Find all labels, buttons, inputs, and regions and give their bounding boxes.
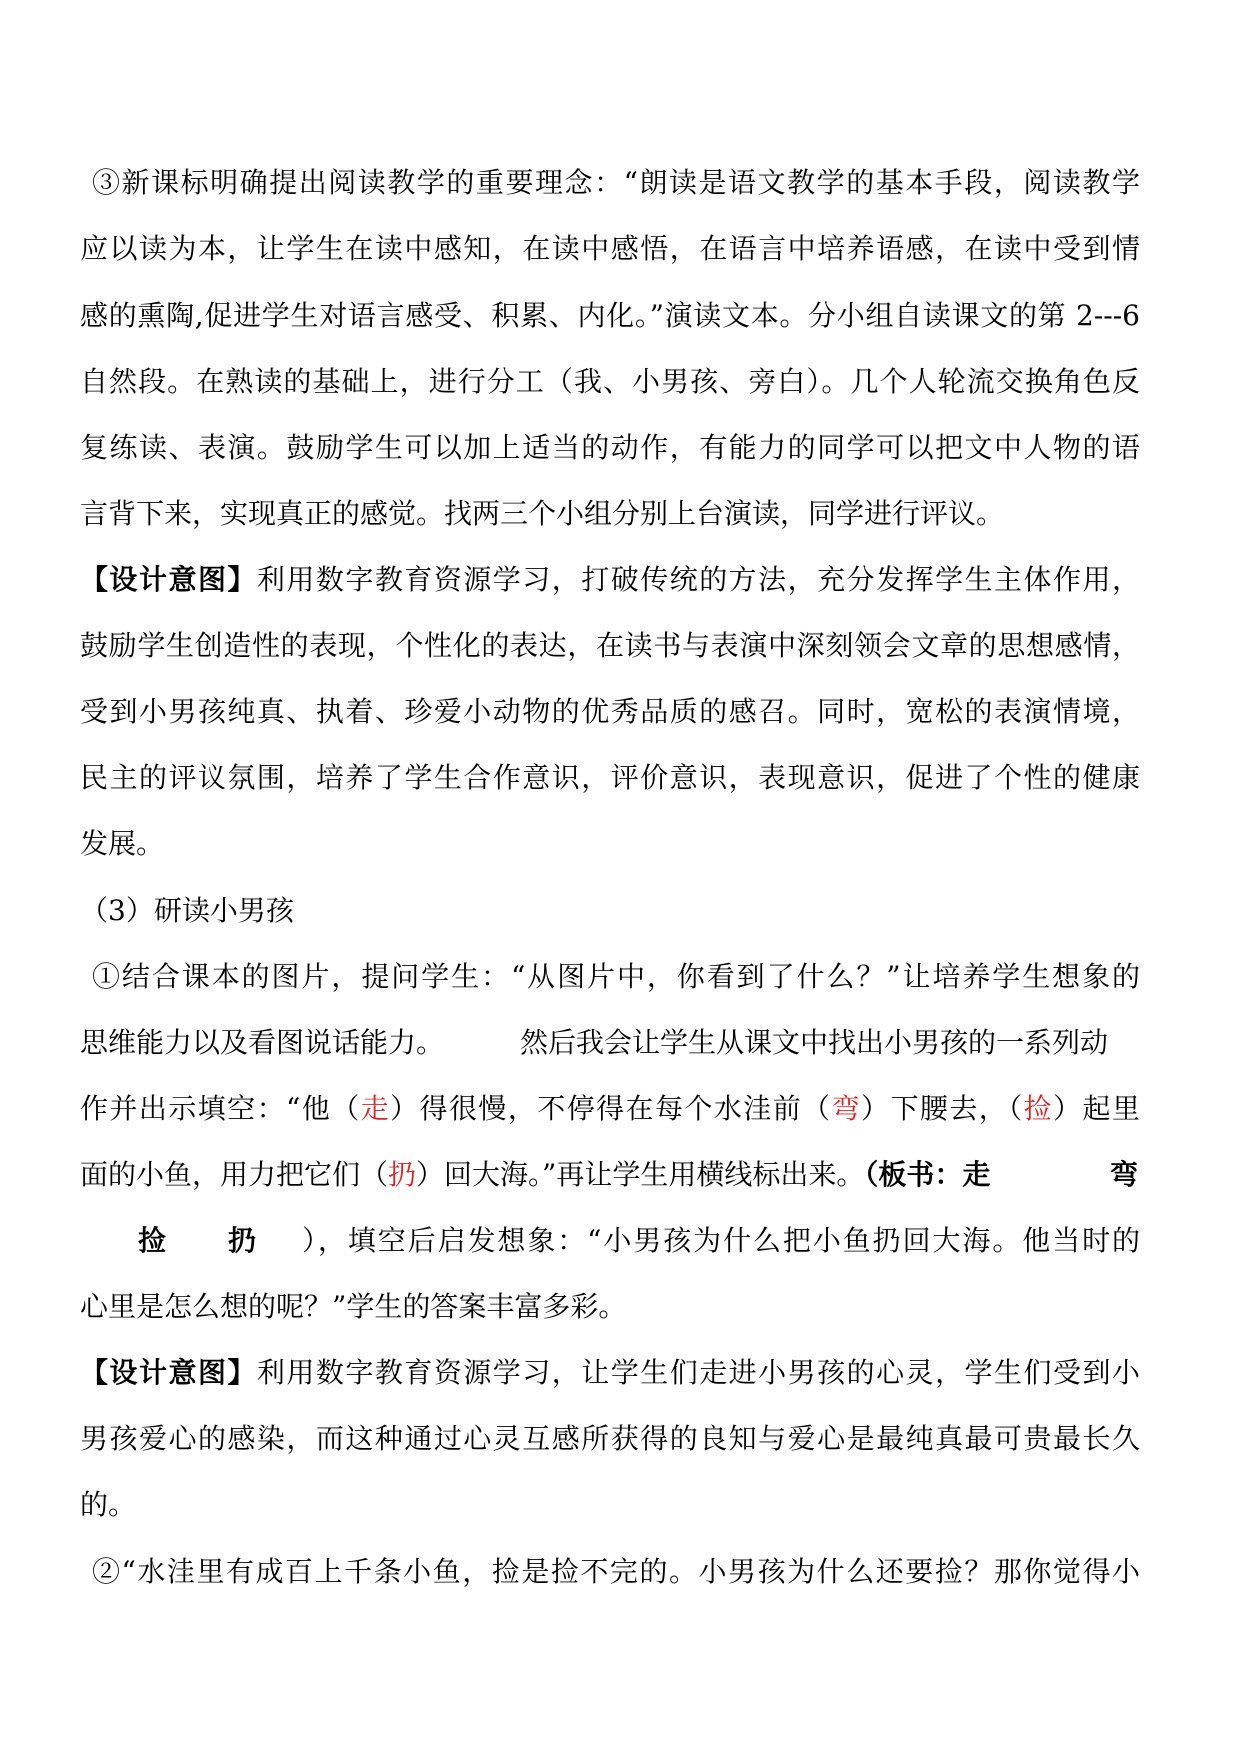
para2-line3: 受到小男孩纯真、执着、珍爱小动物的优秀品质的感召。同时，宽松的表演情境， — [80, 695, 1140, 728]
para3-line2 — [80, 1023, 1140, 1063]
text: ③新课标明确提出阅读教学的重要理念：“朗读是语文教学的基本手段，阅读教学 — [92, 166, 1140, 199]
text: ）回大海。”再让学生用横线标出来。 — [416, 1158, 865, 1191]
blank-word-bend: 弯 — [831, 1092, 862, 1125]
text: ②“水洼里有成百上千条小鱼，捡是捡不完的。小男孩为什么还要捡？那你觉得小 — [92, 1555, 1140, 1588]
para3-line1 — [80, 957, 1140, 997]
text: 思维能力以及看图说话能力。 — [80, 1026, 445, 1059]
para1-line2: 应以读为本，让学生在读中感知，在读中感悟，在语言中培养语感，在读中受到情 — [80, 232, 1140, 265]
section-heading: （3）研读小男孩 — [80, 894, 294, 927]
para4-line1 — [80, 1353, 1140, 1393]
text: ）得很慢，不停得在每个水洼前（ — [390, 1092, 832, 1125]
para3-line6: 心里是怎么想的呢？”学生的答案丰富多彩。 — [80, 1290, 627, 1323]
para3-line4 — [80, 1155, 1140, 1195]
text: 作并出示填空：“他（ — [80, 1092, 361, 1125]
text: 面的小鱼，用力把它们（ — [80, 1158, 389, 1191]
board-word: 捡 — [138, 1224, 167, 1257]
para3-line3 — [80, 1089, 1140, 1129]
para4-line3: 的。 — [80, 1488, 137, 1521]
text: 然后我会让学生从课文中找出小男孩的一系列动 — [520, 1026, 1109, 1059]
text: 利用数字教育资源学习，打破传统的方法，充分发挥学生主体作用， — [256, 563, 1140, 596]
para3-line5 — [80, 1221, 1140, 1261]
para2-line1 — [80, 560, 1140, 600]
para1-line1 — [80, 163, 1140, 203]
blank-word-throw: 扔 — [388, 1158, 417, 1191]
text: ）起里 — [1053, 1092, 1140, 1125]
para2-line4: 民主的评议氛围，培养了学生合作意识，评价意识，表现意识，促进了个性的健康 — [80, 761, 1140, 794]
para4-line2: 男孩爱心的感染，而这种通过心灵互感所获得的良知与爱心是最纯真最可贵最长久 — [80, 1422, 1140, 1455]
para1-line4: 自然段。在熟读的基础上，进行分工（我、小男孩、旁白）。几个人轮流交换角色反 — [80, 365, 1140, 398]
design-intent-tag: 【设计意图】 — [80, 1356, 257, 1389]
board-word: 扔 — [228, 1224, 257, 1257]
para5-line1 — [80, 1552, 1140, 1592]
design-intent-tag: 【设计意图】 — [80, 563, 257, 596]
para2-line2: 鼓励学生创造性的表现，个性化的表达，在读书与表演中深刻领会文章的思想感情， — [80, 629, 1140, 662]
para1-line5: 复练读、表演。鼓励学生可以加上适当的动作，有能力的同学可以把文中人物的语 — [80, 431, 1140, 464]
text: ①结合课本的图片，提问学生：“从图片中，你看到了什么？”让培养学生想象的 — [92, 960, 1140, 993]
board-word: 弯 — [1110, 1158, 1139, 1191]
para2-line5: 发展。 — [80, 827, 165, 860]
blank-word-pick: 捡 — [1023, 1092, 1054, 1125]
blank-word-walk: 走 — [360, 1092, 391, 1125]
text: 利用数字教育资源学习，让学生们走进小男孩的心灵，学生们受到小 — [256, 1356, 1140, 1389]
text: ）下腰去，（ — [861, 1092, 1024, 1125]
para1-line3: 感的熏陶,促进学生对语言感受、积累、内化。”演读文本。分小组自读课文的第 2---6 — [80, 299, 1140, 332]
board-note: （板书：走 — [864, 1158, 991, 1191]
text: ），填空后启发想象：“小男孩为什么把小鱼扔回大海。他当时的 — [302, 1224, 1140, 1257]
para1-line6: 言背下来，实现真正的感觉。找两三个小组分别上台演读，同学进行评议。 — [80, 497, 1005, 530]
